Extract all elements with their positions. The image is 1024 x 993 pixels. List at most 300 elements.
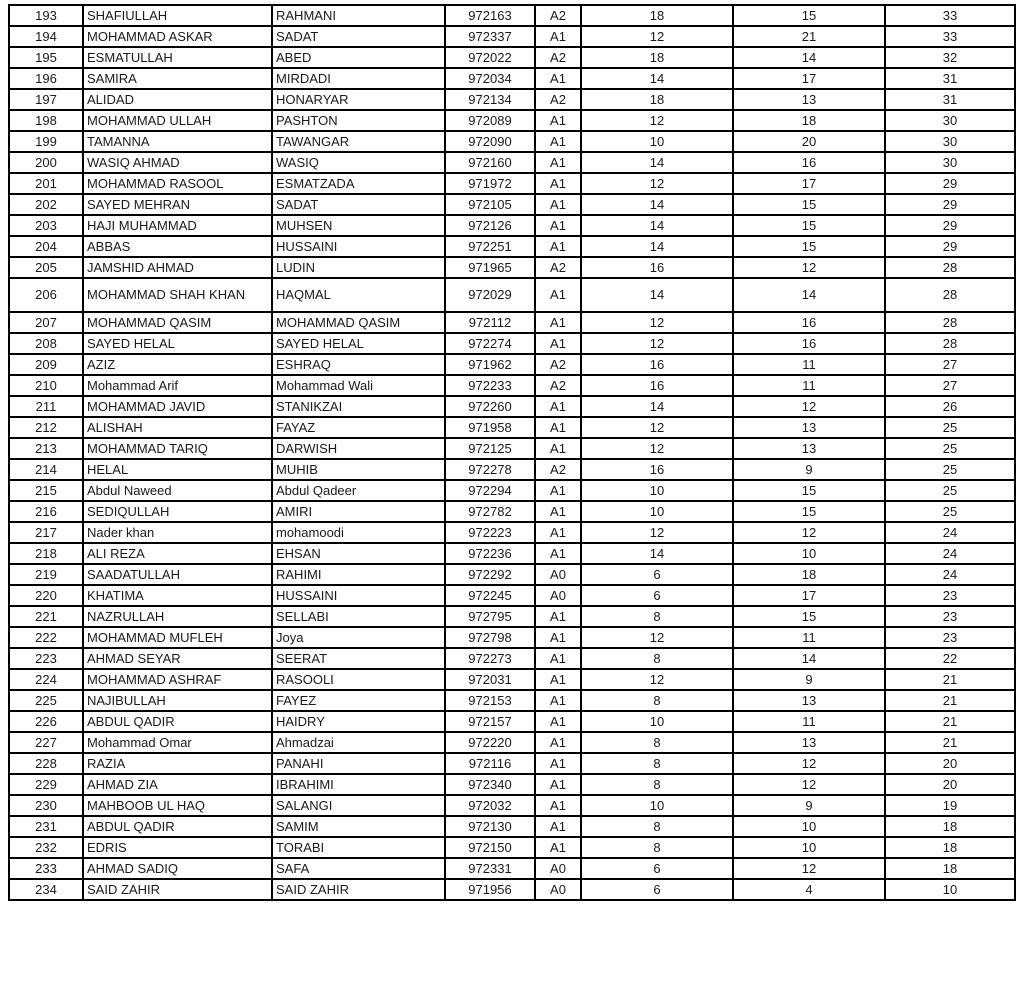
first-name-cell: EDRIS — [83, 837, 272, 858]
score-2-cell: 14 — [733, 47, 885, 68]
table-row — [9, 480, 1015, 501]
level-cell: A1 — [535, 110, 581, 131]
table-row — [9, 47, 1015, 68]
last-name-cell: HUSSAINI — [272, 585, 445, 606]
score-2-cell: 9 — [733, 669, 885, 690]
student-id-cell: 971958 — [445, 417, 535, 438]
first-name-cell: MOHAMMAD JAVID — [83, 396, 272, 417]
level-cell: A1 — [535, 837, 581, 858]
score-1-cell: 14 — [581, 278, 733, 312]
total-score-cell: 25 — [885, 459, 1015, 480]
score-1-cell: 14 — [581, 396, 733, 417]
score-1-cell: 8 — [581, 837, 733, 858]
score-1-cell: 14 — [581, 236, 733, 257]
table-row — [9, 627, 1015, 648]
row-number-cell: 212 — [9, 417, 83, 438]
table-row — [9, 5, 1015, 26]
last-name-cell: ABED — [272, 47, 445, 68]
total-score-cell: 29 — [885, 173, 1015, 194]
level-cell: A0 — [535, 585, 581, 606]
first-name-cell: SAYED MEHRAN — [83, 194, 272, 215]
level-cell: A1 — [535, 173, 581, 194]
row-number-cell: 230 — [9, 795, 83, 816]
level-cell: A2 — [535, 375, 581, 396]
score-2-cell: 15 — [733, 606, 885, 627]
row-number-cell: 203 — [9, 215, 83, 236]
student-id-cell: 972125 — [445, 438, 535, 459]
score-1-cell: 12 — [581, 110, 733, 131]
student-id-cell: 972032 — [445, 795, 535, 816]
last-name-cell: SALANGI — [272, 795, 445, 816]
level-cell: A1 — [535, 68, 581, 89]
score-2-cell: 15 — [733, 236, 885, 257]
student-id-cell: 972251 — [445, 236, 535, 257]
student-id-cell: 972220 — [445, 732, 535, 753]
row-number-cell: 233 — [9, 858, 83, 879]
level-cell: A1 — [535, 417, 581, 438]
first-name-cell: SAYED HELAL — [83, 333, 272, 354]
score-1-cell: 12 — [581, 417, 733, 438]
student-id-cell: 972163 — [445, 5, 535, 26]
score-1-cell: 10 — [581, 501, 733, 522]
first-name-cell: TAMANNA — [83, 131, 272, 152]
total-score-cell: 19 — [885, 795, 1015, 816]
first-name-cell: Abdul Naweed — [83, 480, 272, 501]
table-row — [9, 68, 1015, 89]
total-score-cell: 18 — [885, 816, 1015, 837]
row-number-cell: 210 — [9, 375, 83, 396]
row-number-cell: 195 — [9, 47, 83, 68]
student-id-cell: 972273 — [445, 648, 535, 669]
table-row — [9, 417, 1015, 438]
level-cell: A1 — [535, 711, 581, 732]
last-name-cell: SELLABI — [272, 606, 445, 627]
first-name-cell: MOHAMMAD ULLAH — [83, 110, 272, 131]
total-score-cell: 33 — [885, 26, 1015, 47]
student-id-cell: 972089 — [445, 110, 535, 131]
level-cell: A1 — [535, 131, 581, 152]
row-number-cell: 204 — [9, 236, 83, 257]
table-row — [9, 501, 1015, 522]
score-1-cell: 16 — [581, 257, 733, 278]
score-2-cell: 14 — [733, 648, 885, 669]
last-name-cell: Mohammad Wali — [272, 375, 445, 396]
student-id-cell: 971965 — [445, 257, 535, 278]
score-1-cell: 16 — [581, 375, 733, 396]
table-row — [9, 173, 1015, 194]
student-id-cell: 972798 — [445, 627, 535, 648]
first-name-cell: KHATIMA — [83, 585, 272, 606]
score-1-cell: 12 — [581, 669, 733, 690]
table-row — [9, 236, 1015, 257]
level-cell: A2 — [535, 89, 581, 110]
score-1-cell: 18 — [581, 5, 733, 26]
last-name-cell: SAFA — [272, 858, 445, 879]
score-2-cell: 11 — [733, 354, 885, 375]
table-row — [9, 396, 1015, 417]
score-2-cell: 9 — [733, 459, 885, 480]
score-2-cell: 12 — [733, 396, 885, 417]
total-score-cell: 33 — [885, 5, 1015, 26]
student-id-cell: 972260 — [445, 396, 535, 417]
last-name-cell: MOHAMMAD QASIM — [272, 312, 445, 333]
total-score-cell: 18 — [885, 858, 1015, 879]
table-row — [9, 131, 1015, 152]
table-row — [9, 648, 1015, 669]
level-cell: A1 — [535, 669, 581, 690]
row-number-cell: 234 — [9, 879, 83, 900]
table-row — [9, 879, 1015, 900]
score-1-cell: 12 — [581, 26, 733, 47]
row-number-cell: 200 — [9, 152, 83, 173]
score-2-cell: 13 — [733, 732, 885, 753]
student-id-cell: 972157 — [445, 711, 535, 732]
last-name-cell: ESMATZADA — [272, 173, 445, 194]
score-1-cell: 14 — [581, 215, 733, 236]
score-2-cell: 4 — [733, 879, 885, 900]
total-score-cell: 28 — [885, 278, 1015, 312]
table-row — [9, 564, 1015, 585]
row-number-cell: 199 — [9, 131, 83, 152]
row-number-cell: 227 — [9, 732, 83, 753]
row-number-cell: 223 — [9, 648, 83, 669]
last-name-cell: Ahmadzai — [272, 732, 445, 753]
student-id-cell: 972340 — [445, 774, 535, 795]
last-name-cell: SAMIM — [272, 816, 445, 837]
total-score-cell: 23 — [885, 606, 1015, 627]
last-name-cell: Abdul Qadeer — [272, 480, 445, 501]
level-cell: A1 — [535, 732, 581, 753]
first-name-cell: AHMAD SADIQ — [83, 858, 272, 879]
score-2-cell: 16 — [733, 312, 885, 333]
score-2-cell: 15 — [733, 501, 885, 522]
student-id-cell: 972274 — [445, 333, 535, 354]
row-number-cell: 213 — [9, 438, 83, 459]
score-2-cell: 16 — [733, 152, 885, 173]
first-name-cell: SAMIRA — [83, 68, 272, 89]
level-cell: A1 — [535, 648, 581, 669]
score-1-cell: 6 — [581, 879, 733, 900]
table-body — [9, 5, 1015, 900]
student-id-cell: 972034 — [445, 68, 535, 89]
score-1-cell: 10 — [581, 711, 733, 732]
first-name-cell: Mohammad Omar — [83, 732, 272, 753]
level-cell: A1 — [535, 753, 581, 774]
last-name-cell: RAHIMI — [272, 564, 445, 585]
first-name-cell: AZIZ — [83, 354, 272, 375]
first-name-cell: ABDUL QADIR — [83, 711, 272, 732]
level-cell: A1 — [535, 816, 581, 837]
score-1-cell: 12 — [581, 627, 733, 648]
total-score-cell: 10 — [885, 879, 1015, 900]
student-id-cell: 971956 — [445, 879, 535, 900]
score-sheet — [8, 4, 1016, 901]
score-1-cell: 10 — [581, 131, 733, 152]
score-1-cell: 12 — [581, 333, 733, 354]
first-name-cell: MOHAMMAD SHAH KHAN — [83, 278, 272, 312]
total-score-cell: 25 — [885, 480, 1015, 501]
first-name-cell: HELAL — [83, 459, 272, 480]
score-1-cell: 6 — [581, 564, 733, 585]
table-row — [9, 690, 1015, 711]
total-score-cell: 28 — [885, 312, 1015, 333]
last-name-cell: HAQMAL — [272, 278, 445, 312]
student-id-cell: 972278 — [445, 459, 535, 480]
total-score-cell: 23 — [885, 585, 1015, 606]
table-row — [9, 215, 1015, 236]
total-score-cell: 29 — [885, 236, 1015, 257]
score-1-cell: 12 — [581, 522, 733, 543]
row-number-cell: 224 — [9, 669, 83, 690]
table-row — [9, 837, 1015, 858]
last-name-cell: EHSAN — [272, 543, 445, 564]
first-name-cell: ALIDAD — [83, 89, 272, 110]
row-number-cell: 205 — [9, 257, 83, 278]
score-2-cell: 12 — [733, 522, 885, 543]
first-name-cell: AHMAD ZIA — [83, 774, 272, 795]
total-score-cell: 18 — [885, 837, 1015, 858]
level-cell: A1 — [535, 795, 581, 816]
first-name-cell: ESMATULLAH — [83, 47, 272, 68]
first-name-cell: MOHAMMAD TARIQ — [83, 438, 272, 459]
first-name-cell: MOHAMMAD RASOOL — [83, 173, 272, 194]
score-1-cell: 12 — [581, 438, 733, 459]
score-1-cell: 8 — [581, 606, 733, 627]
score-2-cell: 15 — [733, 194, 885, 215]
student-id-cell: 972126 — [445, 215, 535, 236]
total-score-cell: 29 — [885, 215, 1015, 236]
score-2-cell: 13 — [733, 438, 885, 459]
row-number-cell: 221 — [9, 606, 83, 627]
last-name-cell: HUSSAINI — [272, 236, 445, 257]
table-row — [9, 375, 1015, 396]
first-name-cell: MOHAMMAD ASHRAF — [83, 669, 272, 690]
score-2-cell: 13 — [733, 89, 885, 110]
score-2-cell: 13 — [733, 417, 885, 438]
level-cell: A1 — [535, 627, 581, 648]
score-2-cell: 10 — [733, 816, 885, 837]
score-1-cell: 18 — [581, 47, 733, 68]
table-row — [9, 606, 1015, 627]
table-row — [9, 774, 1015, 795]
score-1-cell: 6 — [581, 858, 733, 879]
score-2-cell: 15 — [733, 215, 885, 236]
first-name-cell: SEDIQULLAH — [83, 501, 272, 522]
first-name-cell: SAID ZAHIR — [83, 879, 272, 900]
last-name-cell: PASHTON — [272, 110, 445, 131]
score-2-cell: 12 — [733, 858, 885, 879]
student-id-cell: 972022 — [445, 47, 535, 68]
total-score-cell: 29 — [885, 194, 1015, 215]
score-2-cell: 10 — [733, 837, 885, 858]
table-row — [9, 438, 1015, 459]
level-cell: A1 — [535, 438, 581, 459]
score-1-cell: 8 — [581, 648, 733, 669]
row-number-cell: 220 — [9, 585, 83, 606]
total-score-cell: 20 — [885, 753, 1015, 774]
student-id-cell: 972134 — [445, 89, 535, 110]
row-number-cell: 206 — [9, 278, 83, 312]
last-name-cell: HONARYAR — [272, 89, 445, 110]
level-cell: A2 — [535, 257, 581, 278]
table-row — [9, 522, 1015, 543]
table-row — [9, 753, 1015, 774]
last-name-cell: RASOOLI — [272, 669, 445, 690]
row-number-cell: 208 — [9, 333, 83, 354]
last-name-cell: IBRAHIMI — [272, 774, 445, 795]
table-row — [9, 795, 1015, 816]
score-2-cell: 11 — [733, 375, 885, 396]
first-name-cell: MOHAMMAD MUFLEH — [83, 627, 272, 648]
level-cell: A0 — [535, 858, 581, 879]
row-number-cell: 225 — [9, 690, 83, 711]
level-cell: A1 — [535, 606, 581, 627]
score-2-cell: 15 — [733, 5, 885, 26]
score-2-cell: 10 — [733, 543, 885, 564]
total-score-cell: 23 — [885, 627, 1015, 648]
last-name-cell: SADAT — [272, 26, 445, 47]
student-id-cell: 971972 — [445, 173, 535, 194]
score-2-cell: 18 — [733, 564, 885, 585]
first-name-cell: HAJI MUHAMMAD — [83, 215, 272, 236]
first-name-cell: AHMAD SEYAR — [83, 648, 272, 669]
level-cell: A1 — [535, 278, 581, 312]
last-name-cell: DARWISH — [272, 438, 445, 459]
last-name-cell: RAHMANI — [272, 5, 445, 26]
last-name-cell: TORABI — [272, 837, 445, 858]
row-number-cell: 193 — [9, 5, 83, 26]
student-id-cell: 972153 — [445, 690, 535, 711]
last-name-cell: AMIRI — [272, 501, 445, 522]
student-id-cell: 972160 — [445, 152, 535, 173]
row-number-cell: 232 — [9, 837, 83, 858]
score-1-cell: 10 — [581, 795, 733, 816]
student-id-cell: 972223 — [445, 522, 535, 543]
first-name-cell: WASIQ AHMAD — [83, 152, 272, 173]
student-id-cell: 972245 — [445, 585, 535, 606]
total-score-cell: 22 — [885, 648, 1015, 669]
total-score-cell: 30 — [885, 110, 1015, 131]
score-2-cell: 17 — [733, 585, 885, 606]
row-number-cell: 222 — [9, 627, 83, 648]
score-2-cell: 18 — [733, 110, 885, 131]
first-name-cell: Nader khan — [83, 522, 272, 543]
first-name-cell: MOHAMMAD ASKAR — [83, 26, 272, 47]
table-row — [9, 194, 1015, 215]
level-cell: A2 — [535, 5, 581, 26]
level-cell: A1 — [535, 26, 581, 47]
table-row — [9, 89, 1015, 110]
student-id-cell: 971962 — [445, 354, 535, 375]
score-2-cell: 17 — [733, 173, 885, 194]
level-cell: A1 — [535, 396, 581, 417]
row-number-cell: 226 — [9, 711, 83, 732]
level-cell: A1 — [535, 333, 581, 354]
score-1-cell: 6 — [581, 585, 733, 606]
score-1-cell: 8 — [581, 732, 733, 753]
last-name-cell: SADAT — [272, 194, 445, 215]
table-row — [9, 333, 1015, 354]
level-cell: A1 — [535, 236, 581, 257]
score-1-cell: 14 — [581, 543, 733, 564]
level-cell: A2 — [535, 354, 581, 375]
student-id-cell: 972294 — [445, 480, 535, 501]
student-id-cell: 972782 — [445, 501, 535, 522]
first-name-cell: ABDUL QADIR — [83, 816, 272, 837]
row-number-cell: 202 — [9, 194, 83, 215]
last-name-cell: PANAHI — [272, 753, 445, 774]
student-id-cell: 972292 — [445, 564, 535, 585]
level-cell: A1 — [535, 152, 581, 173]
row-number-cell: 217 — [9, 522, 83, 543]
score-2-cell: 12 — [733, 774, 885, 795]
last-name-cell: MUHSEN — [272, 215, 445, 236]
table-row — [9, 278, 1015, 312]
last-name-cell: LUDIN — [272, 257, 445, 278]
row-number-cell: 228 — [9, 753, 83, 774]
student-id-cell: 972150 — [445, 837, 535, 858]
last-name-cell: SEERAT — [272, 648, 445, 669]
first-name-cell: Mohammad Arif — [83, 375, 272, 396]
row-number-cell: 218 — [9, 543, 83, 564]
level-cell: A1 — [535, 522, 581, 543]
score-1-cell: 18 — [581, 89, 733, 110]
first-name-cell: MOHAMMAD QASIM — [83, 312, 272, 333]
score-1-cell: 16 — [581, 354, 733, 375]
row-number-cell: 215 — [9, 480, 83, 501]
row-number-cell: 207 — [9, 312, 83, 333]
level-cell: A1 — [535, 480, 581, 501]
row-number-cell: 197 — [9, 89, 83, 110]
last-name-cell: HAIDRY — [272, 711, 445, 732]
score-1-cell: 12 — [581, 173, 733, 194]
level-cell: A1 — [535, 312, 581, 333]
last-name-cell: WASIQ — [272, 152, 445, 173]
total-score-cell: 20 — [885, 774, 1015, 795]
row-number-cell: 229 — [9, 774, 83, 795]
score-2-cell: 17 — [733, 68, 885, 89]
row-number-cell: 196 — [9, 68, 83, 89]
first-name-cell: ALISHAH — [83, 417, 272, 438]
level-cell: A2 — [535, 47, 581, 68]
score-1-cell: 16 — [581, 459, 733, 480]
student-id-cell: 972130 — [445, 816, 535, 837]
row-number-cell: 198 — [9, 110, 83, 131]
table-row — [9, 354, 1015, 375]
level-cell: A1 — [535, 501, 581, 522]
last-name-cell: TAWANGAR — [272, 131, 445, 152]
level-cell: A1 — [535, 543, 581, 564]
score-2-cell: 11 — [733, 711, 885, 732]
level-cell: A0 — [535, 879, 581, 900]
student-id-cell: 972090 — [445, 131, 535, 152]
total-score-cell: 32 — [885, 47, 1015, 68]
level-cell: A1 — [535, 215, 581, 236]
last-name-cell: FAYAZ — [272, 417, 445, 438]
student-id-cell: 972031 — [445, 669, 535, 690]
first-name-cell: JAMSHID AHMAD — [83, 257, 272, 278]
row-number-cell: 214 — [9, 459, 83, 480]
total-score-cell: 21 — [885, 711, 1015, 732]
table-row — [9, 816, 1015, 837]
last-name-cell: MIRDADI — [272, 68, 445, 89]
score-1-cell: 8 — [581, 690, 733, 711]
score-2-cell: 15 — [733, 480, 885, 501]
total-score-cell: 21 — [885, 690, 1015, 711]
last-name-cell: ESHRAQ — [272, 354, 445, 375]
total-score-cell: 25 — [885, 438, 1015, 459]
student-id-cell: 972233 — [445, 375, 535, 396]
